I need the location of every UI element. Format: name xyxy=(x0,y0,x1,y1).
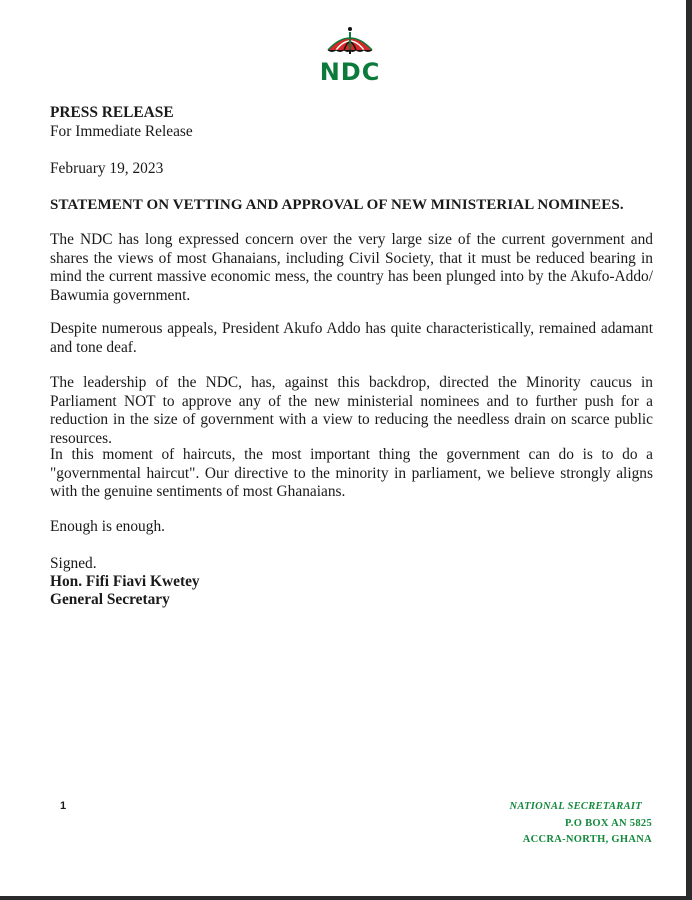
address-line-2: P.O BOX AN 5825 xyxy=(565,817,652,829)
signed-label: Signed. xyxy=(50,555,97,572)
signatory-position: General Secretary xyxy=(50,591,170,608)
paragraph-5: Enough is enough. xyxy=(50,518,165,535)
address-line-1: NATIONAL SECRETARAIT xyxy=(509,801,642,812)
release-date: February 19, 2023 xyxy=(50,160,164,177)
paragraph-3: The leadership of the NDC, has, against this backdrop, directed the Minority caucus in Parliament NOT to approve any of the new ministerial nominees and to further push for a reduction in the size of government with a view to reducing the needless drain on scarce public resources. xyxy=(50,374,653,447)
paragraph-2: Despite numerous appeals, President Akufo Addo has quite characteristically, remained adamant and tone deaf. xyxy=(50,320,653,356)
ndc-logo-text: NDC xyxy=(319,58,381,86)
statement-title: STATEMENT ON VETTING AND APPROVAL OF NEW MINISTERIAL NOMINEES. xyxy=(50,197,624,213)
footer-address xyxy=(509,799,652,849)
page-number: 1 xyxy=(60,800,67,812)
immediate-release-label: For Immediate Release xyxy=(50,123,193,140)
paragraph-4: In this moment of haircuts, the most important thing the government can do is to do a "governmental haircut". Our directive to the minority in parliament, we believe strongly aligns with the genuine sentiments of most Ghanaians. xyxy=(50,446,653,500)
address-line-3: ACCRA-NORTH, GHANA xyxy=(522,834,652,845)
press-release-heading: PRESS RELEASE xyxy=(50,104,174,121)
paragraph-1: The NDC has long expressed concern over the very large size of the current government and shares the views of most Ghanaians, including Civil Society, that it must be reduced bearing in mind the current massive economic mess, the country has been plunged into by the Akufo-Addo/ Bawumia government. xyxy=(50,231,653,304)
signatory-name: Hon. Fifi Fiavi Kwetey xyxy=(50,573,200,590)
